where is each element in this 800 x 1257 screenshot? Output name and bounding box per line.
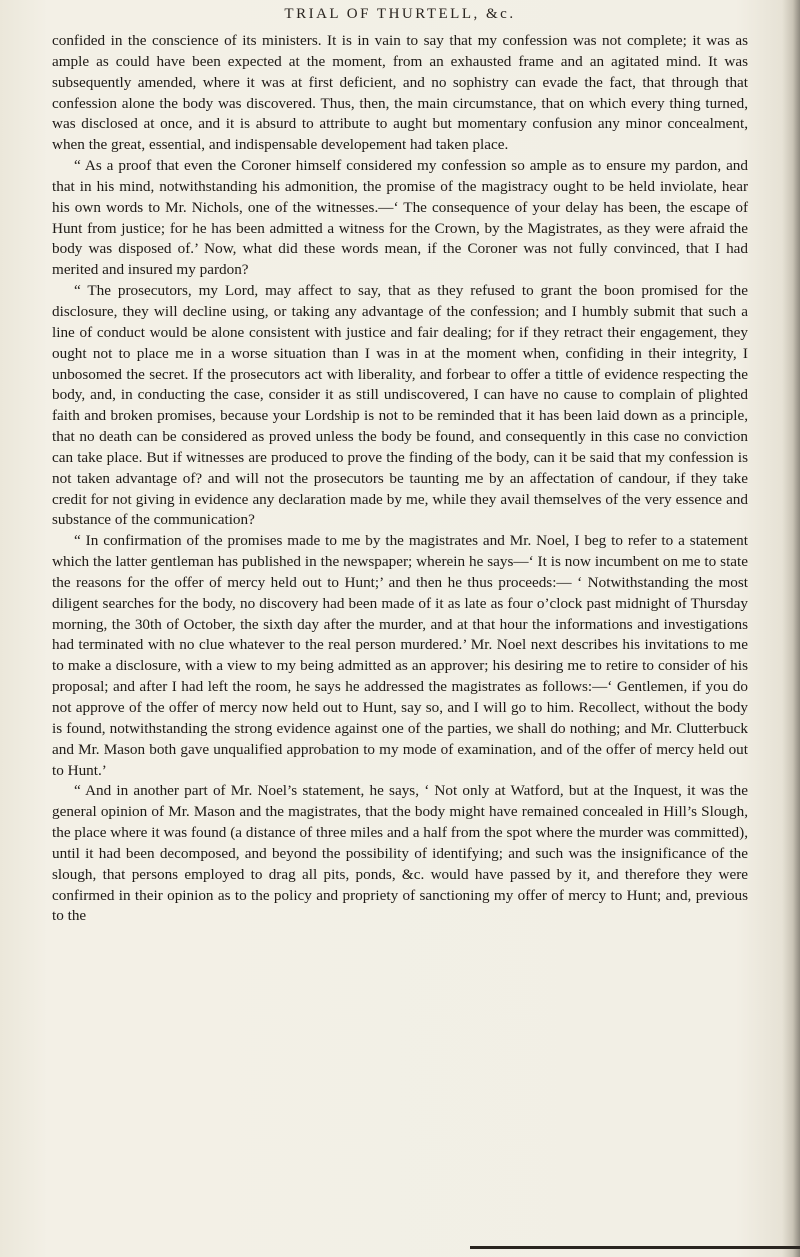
paragraph-prosecutors: “ The prosecutors, my Lord, may affect to say, that as they refused to grant the boon promised for the disclosure, they will decline using, or taking any advantage of the confession; and I humbly submit that such a line of conduct would be alone consistent with justice and fair dealing; for if they retract their engagement, they ought not to place me in a worse situation than I was in at the moment when, confiding in their integrity, I unbosomed the secret. If the prosecutors act with liberality, and forbear to offer a tittle of evidence respecting the body, and, in conducting the case, consider it as still undiscovered, I can have no cause to complain of plighted faith and broken promises, because your Lordship is not to be reminded that it has been laid down as a principle, that no death can be considered as proved unless the body be found, and consequently in this case no conviction can take place. But if witnesses are produced to prove the finding of the body, can it be said that my confession is not taken advantage of? and will not the prosecutors be taunting me by an affectation of candour, if they take credit for not giving in evidence any declaration made by me, while they avail themselves of the very essence and substance of the communication? xyxy=(52,282,748,529)
paragraph-hills-slough: “ And in another part of Mr. Noel’s statement, he says, ‘ Not only at Watford, but at the Inquest, it was the general opinion of Mr. Mason and the magistrates, that the body might have remained concealed in Hill’s Slough, the place where it was found (a distance of three miles and a half from the spot where the murder was committed), until it had been decomposed, and beyond the possibility of identifying; and such was the insignificance of the slough, that persons employed to drag all pits, ponds, &c. would have passed by it, and therefore they were confirmed in their opinion as to the policy and propriety of sanctioning my offer of mercy to Hunt; and, previous to the xyxy=(52,782,748,925)
paragraph-confession-continued: confided in the conscience of its ministers. It is in vain to say that my confession was not complete; it was as ample as could have been expected at the moment, from an exhausted frame and an agitated mind. It was subsequently amended, where it was at first deficient, and no sophistry can evade the fact, that through that confession alone the body was discovered. Thus, then, the main circumstance, that on which every thing turned, was disclosed at once, and it is absurd to attribute to aught but momentary confusion any minor concealment, when the great, essential, and indispensable developement had taken place. xyxy=(52,32,748,154)
page-edge-shadow xyxy=(782,0,800,1257)
paragraph-noel-statement: “ In confirmation of the promises made to me by the magistrates and Mr. Noel, I beg to refer to a statement which the latter gentleman has published in the newspaper; wherein he says—‘ It is now incumbent on me to state the reasons for the offer of mercy held out to Hunt;’ and then he thus proceeds:— ‘ Notwithstanding the most diligent searches for the body, no discovery had been made of it as late as four o’clock past midnight of Thursday morning, the 30th of October, the sixth day after the murder, and at that hour the informations and investigations had terminated with no clue whatever to the real person murdered.’ Mr. Noel next describes his invitations to me to make a disclosure, with a view to my being admitted as an approver; his desiring me to retire to consider of his proposal; and after I had left the room, he says he addressed the magistrates as follows:—‘ Gentlemen, if you do not approve of the offer of mercy now held out to Hunt, say so, and I will go to him. Recollect, without the body is found, notwithstanding the strong evidence against one of the parties, we shall do nothing; and Mr. Clutterbuck and Mr. Mason both gave unqualified approbation to my mode of examination, and of the offer of mercy held out to Hunt.’ xyxy=(52,532,748,779)
body-text xyxy=(52,31,748,927)
paragraph-coroner-proof: “ As a proof that even the Coroner himself considered my confession so ample as to ensure my pardon, and that in his mind, notwithstanding his admonition, the promise of the magistracy ought to be held inviolate, hear his own words to Mr. Nichols, one of the witnesses.—‘ The consequence of your delay has been, the escape of Hunt from justice; for he has been admitted a witness for the Crown, by the Magistrates, as they were afraid the body was disposed of.’ Now, what did these words mean, if the Coroner was not fully convinced, that I had merited and insured my pardon? xyxy=(52,157,748,279)
running-head: TRIAL OF THURTELL, &c. xyxy=(284,6,516,22)
bottom-rule xyxy=(470,1246,800,1249)
